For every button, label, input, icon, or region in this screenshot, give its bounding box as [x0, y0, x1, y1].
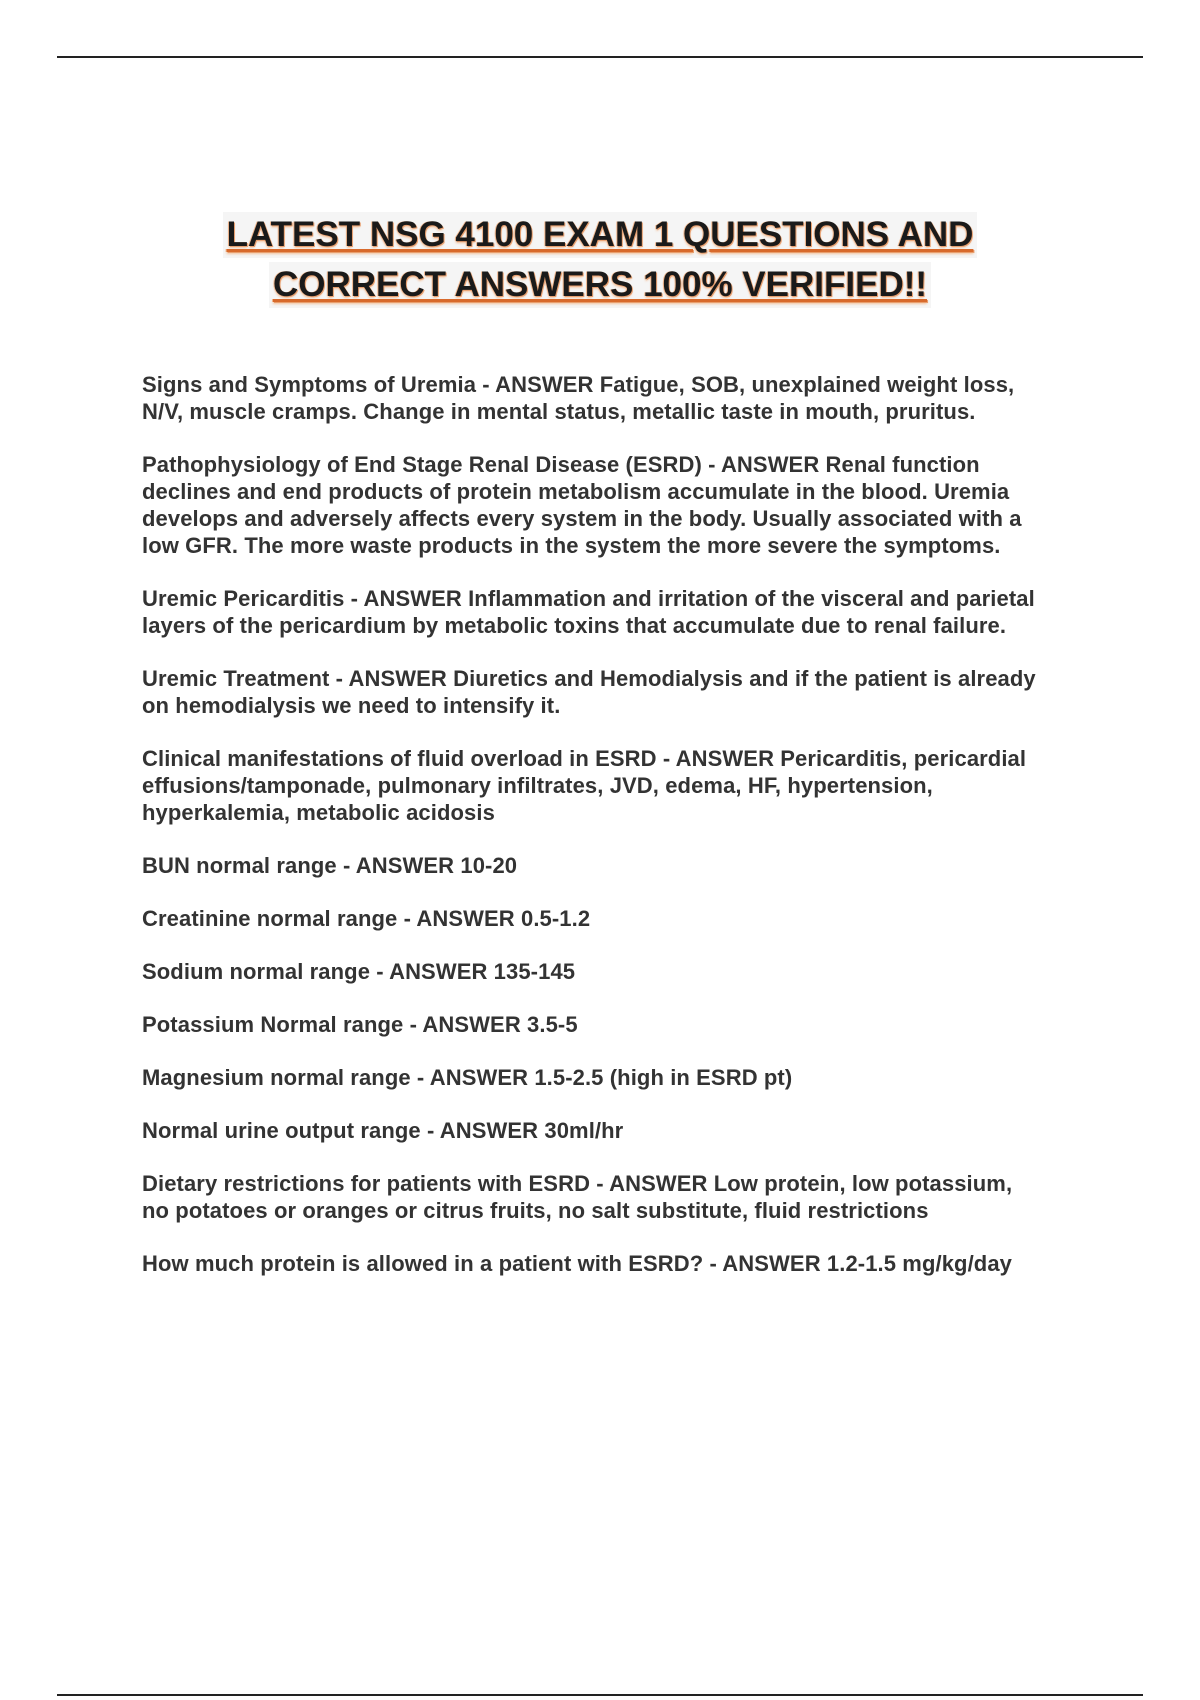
qa-answer: Low protein, low potassium, no potatoes or oranges or citrus fruits, no salt substitute, fluid restrictions — [142, 1171, 1013, 1223]
qa-question: Pathophysiology of End Stage Renal Disease (ESRD) — [142, 452, 702, 477]
qa-item — [142, 585, 1042, 639]
qa-separator: - ANSWER — [397, 906, 521, 931]
qa-question: Clinical manifestations of fluid overload in ESRD — [142, 746, 657, 771]
qa-answer: 0.5-1.2 — [521, 906, 591, 931]
qa-separator: - ANSWER — [410, 1065, 535, 1090]
title-line-2: CORRECT ANSWERS 100% VERIFIED!! — [269, 262, 931, 308]
qa-answer: Fatigue, SOB, unexplained weight loss, N/V, muscle cramps. Change in mental status, metallic taste in mouth, pruritus. — [142, 372, 1015, 424]
qa-separator: - ANSWER — [476, 372, 600, 397]
qa-item — [142, 1064, 1042, 1091]
qa-list — [142, 371, 1042, 1277]
qa-question: Dietary restrictions for patients with ESRD — [142, 1171, 591, 1196]
qa-answer: 1.2-1.5 mg/kg/day — [826, 1251, 1013, 1276]
qa-question: Uremic Pericarditis — [142, 586, 345, 611]
qa-answer: 30ml/hr — [544, 1118, 624, 1143]
qa-question: Normal urine output range — [142, 1118, 421, 1143]
qa-answer: Diuretics and Hemodialysis and if the patient is already on hemodialysis we need to intensify it. — [142, 666, 1036, 718]
qa-question: Sodium normal range — [142, 959, 371, 984]
qa-item — [142, 371, 1042, 425]
qa-question: Creatinine normal range — [142, 906, 398, 931]
qa-question: Signs and Symptoms of Uremia — [142, 372, 477, 397]
qa-separator: - ANSWER — [701, 452, 826, 477]
qa-answer: 10-20 — [460, 853, 518, 878]
qa-separator: - ANSWER — [336, 853, 461, 878]
qa-separator: - ANSWER — [420, 1118, 545, 1143]
qa-answer: 3.5-5 — [527, 1012, 578, 1037]
qa-separator: - ANSWER — [703, 1251, 827, 1276]
qa-item — [142, 1117, 1042, 1144]
qa-item — [142, 1170, 1042, 1224]
qa-answer: Pericarditis, pericardial effusions/tamponade, pulmonary infiltrates, JVD, edema, HF, hypertension, hyperkalemia, metabolic acidosis — [142, 746, 1027, 825]
qa-answer: 135-145 — [493, 959, 576, 984]
qa-item — [142, 852, 1042, 879]
qa-question: Uremic Treatment — [142, 666, 330, 691]
qa-answer: Renal function declines and end products of protein metabolism accumulate in the blood. Uremia develops and adversely affects every system in the body. Usually associated with a low GFR. The more waste products in the system the more severe the symptoms. — [142, 452, 1022, 558]
qa-item — [142, 958, 1042, 985]
qa-separator: - ANSWER — [344, 586, 469, 611]
qa-separator: - ANSWER — [403, 1012, 528, 1037]
top-divider — [57, 56, 1143, 58]
qa-question: BUN normal range — [142, 853, 337, 878]
qa-answer: Inflammation and irritation of the visceral and parietal layers of the pericardium by metabolic toxins that accumulate due to renal failure. — [142, 586, 1035, 638]
document-title — [0, 212, 1200, 312]
title-line-1: LATEST NSG 4100 EXAM 1 QUESTIONS AND — [223, 212, 978, 258]
qa-answer: 1.5-2.5 (high in ESRD pt) — [534, 1065, 793, 1090]
qa-question: Magnesium normal range — [142, 1065, 411, 1090]
qa-separator: - ANSWER — [590, 1171, 714, 1196]
bottom-divider — [57, 1694, 1143, 1696]
qa-separator: - ANSWER — [656, 746, 781, 771]
qa-separator: - ANSWER — [329, 666, 454, 691]
qa-item — [142, 451, 1042, 559]
qa-item — [142, 745, 1042, 826]
qa-separator: - ANSWER — [370, 959, 494, 984]
qa-item — [142, 665, 1042, 719]
qa-question: Potassium Normal range — [142, 1012, 404, 1037]
qa-item — [142, 1011, 1042, 1038]
qa-item — [142, 1250, 1042, 1277]
qa-item — [142, 905, 1042, 932]
qa-question: How much protein is allowed in a patient with ESRD? — [142, 1251, 704, 1276]
